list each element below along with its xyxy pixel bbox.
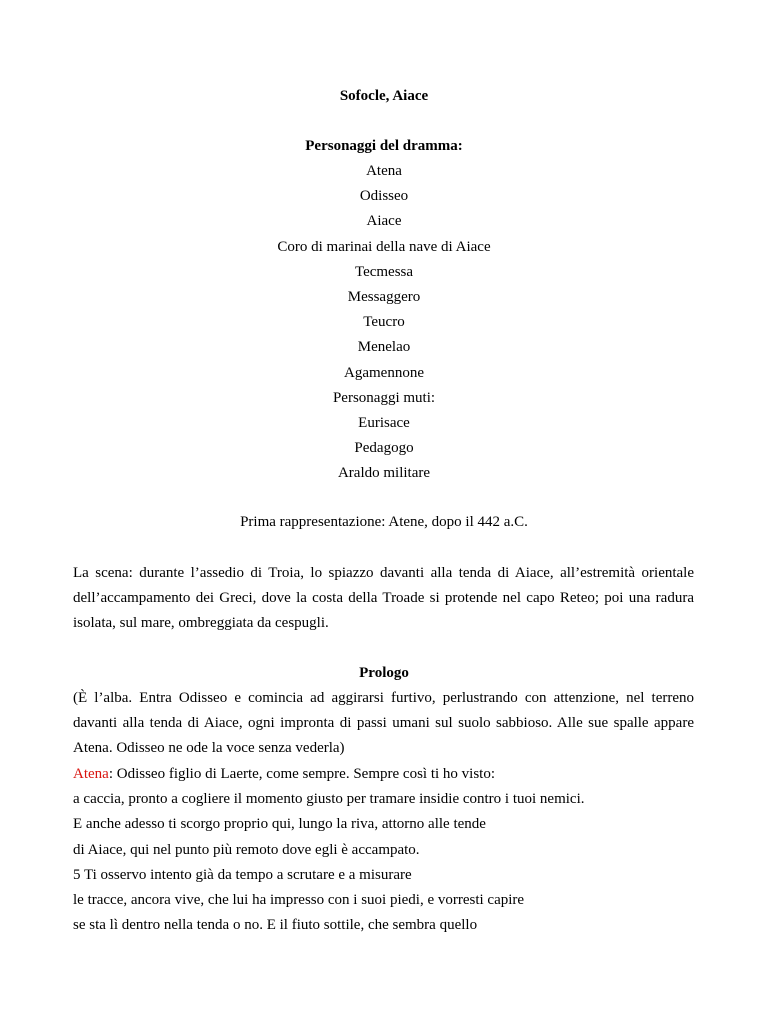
cast-item: Pedagogo <box>354 440 414 457</box>
cast-item: Aiace <box>366 213 402 230</box>
cast-item: Araldo militare <box>337 465 431 482</box>
document-title: Sofocle, Aiace <box>339 88 429 104</box>
verse-line: 5 Ti osservo intento già da tempo a scrutare e a misurare <box>73 866 412 883</box>
cast-item: Agamennone <box>344 364 424 381</box>
cast-item: Messaggero <box>347 288 421 305</box>
premiere-note: Prima rappresentazione: Atene, dopo il 442 a.C. <box>240 514 528 530</box>
cast-list <box>0 159 768 486</box>
verse-line: se sta lì dentro nella tenda o no. E il fiuto sottile, che sembra quello <box>73 917 478 934</box>
cast-item: Tecmessa <box>354 263 414 280</box>
speaker-name: Atena <box>73 766 109 782</box>
cast-heading: Personaggi del dramma: <box>305 138 463 154</box>
scene-description: La scena: durante l’assedio di Troia, lo spiazzo davanti alla tenda di Aiace, all’estremità orientale dell’accampamento dei Greci, dove la costa della Troade si protende nel capo Reteo; poi una radura isolata, sul mare, ombreggiata da cespugli. <box>73 565 694 632</box>
verse-text: : Odisseo figlio di Laerte, come sempre. Sempre così ti ho visto: <box>108 766 495 782</box>
cast-item: Teucro <box>363 314 405 331</box>
stage-direction: (È l’alba. Entra Odisseo e comincia ad aggirarsi furtivo, perlustrando con attenzione, nel terreno davanti alla tenda di Aiace, ogni impronta di passi umani sul suolo sabbioso. Alle sue spalle appare Atena. Odisseo ne ode la voce senza vederla) <box>73 690 694 757</box>
cast-item: Coro di marinai della nave di Aiace <box>277 238 491 255</box>
cast-item: Atena <box>366 163 402 179</box>
verse-line: a caccia, pronto a cogliere il momento giusto per tramare insidie contro i tuoi nemici. <box>73 791 585 808</box>
prologue-heading: Prologo <box>359 665 409 681</box>
cast-item: Menelao <box>357 339 411 356</box>
verse-block <box>73 762 694 938</box>
verse-line-first <box>73 762 694 787</box>
verse-line: le tracce, ancora vive, che lui ha impresso con i suoi piedi, e vorresti capire <box>73 891 525 908</box>
cast-item: Eurisace <box>358 414 410 431</box>
cast-item: Odisseo <box>359 188 409 205</box>
verse-line: di Aiace, qui nel punto più remoto dove egli è accampato. <box>73 841 420 858</box>
verse-line: E anche adesso ti scorgo proprio qui, lungo la riva, attorno alle tende <box>73 816 486 833</box>
cast-item: Personaggi muti: <box>332 389 436 406</box>
